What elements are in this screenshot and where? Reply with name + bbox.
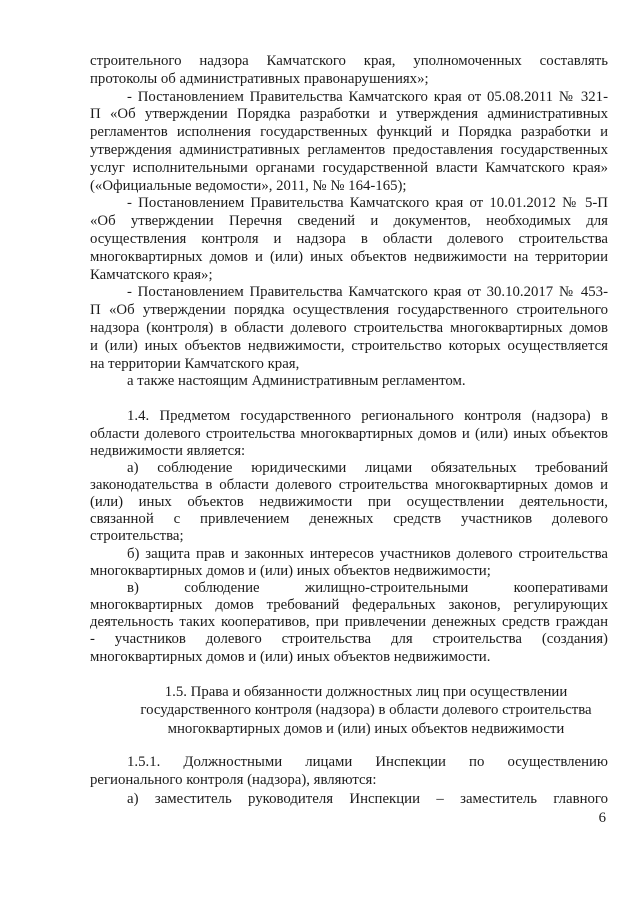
text-line: регламентов исполнения государственных функций и Порядка разработки и <box>90 124 608 141</box>
text-line: связанной с привлечением денежных средств участников долевого <box>90 511 608 528</box>
text-line: - Постановлением Правительства Камчатского края от 10.01.2012 № 5-П <box>127 195 608 212</box>
text-line: - Постановлением Правительства Камчатского края от 05.08.2011 № 321- <box>127 88 608 105</box>
paragraph-section-1-5-item-a <box>90 790 608 809</box>
text-line: (или) иных объектов недвижимости при осуществлении деятельности, <box>90 494 608 511</box>
text-line: и (или) иных объектов недвижимости, строительство которых осуществляется <box>90 337 608 354</box>
heading-line: 1.5. Права и обязанности должностных лиц при осуществлении <box>164 683 568 700</box>
paragraph-section-1-4-item-b <box>90 546 608 580</box>
text-line: утверждения административных регламентов предоставления государственных <box>90 141 608 158</box>
text-line: законодательства в области долевого строительства многоквартирных домов и <box>90 477 608 494</box>
text-line: в) соблюдение жилищно-строительными кооперативами <box>127 579 608 596</box>
text-line: 1.4. Предметом государственного регионального контроля (надзора) в <box>127 408 608 425</box>
paragraph-section-1-4-item-a <box>90 460 608 546</box>
section-heading <box>132 683 600 739</box>
text-line: многоквартирных домов и (или) иных объектов недвижимости; <box>90 562 491 579</box>
text-line: многоквартирных домов и (или) иных объектов недвижимости. <box>90 648 491 665</box>
page-number: 6 <box>598 810 606 826</box>
text-line: строительства; <box>90 528 184 545</box>
paragraph-resolution-2011 <box>90 89 608 196</box>
text-line: («Официальные ведомости», 2011, № № 164-165); <box>90 177 407 194</box>
text-line: области долевого строительства многоквартирных домов и (или) иных объектов <box>90 425 608 442</box>
text-line: услуг исполнительными органами государственной власти Камчатского края» <box>90 159 608 176</box>
text-line: деятельность таких кооперативов, при привлечении денежных средств граждан <box>90 614 608 631</box>
text-line: П «Об утверждении Порядка разработки и утверждения административных <box>90 106 608 123</box>
text-line: а также настоящим Административным регламентом. <box>127 373 466 390</box>
text-line: б) защита прав и законных интересов участников долевого строительства <box>127 545 608 562</box>
text-line: протоколы об административных правонарушениях»; <box>90 70 429 87</box>
text-line: а) заместитель руководителя Инспекции – заместитель главного <box>127 790 608 807</box>
paragraph-closing-line <box>90 373 608 391</box>
paragraph-resolution-2012 <box>90 195 608 284</box>
section-1-4 <box>90 408 608 665</box>
paragraph-intro-continuation <box>90 53 608 89</box>
paragraph-section-1-4-lead <box>90 408 608 459</box>
text-line: - Постановлением Правительства Камчатского края от 30.10.2017 № 453- <box>127 284 608 301</box>
text-line: Камчатского края»; <box>90 266 213 283</box>
text-line: надзора (контроля) в области долевого строительства многоквартирных домов <box>90 319 608 336</box>
heading-line: государственного контроля (надзора) в области долевого строительства <box>140 702 592 719</box>
text-line: - участников долевого строительства для строительства (создания) <box>90 631 608 648</box>
paragraph-resolution-2017 <box>90 284 608 373</box>
section-1-5-1 <box>90 753 608 809</box>
text-line: многоквартирных домов и (или) иных объектов недвижимости на территории <box>90 248 608 265</box>
text-line: регионального контроля (надзора), являются: <box>90 772 377 789</box>
text-line: осуществления контроля и надзора в области долевого строительства <box>90 230 608 247</box>
text-line: строительного надзора Камчатского края, уполномоченных составлять <box>90 53 608 69</box>
text-line: многоквартирных домов требований федеральных законов, регулирующих <box>90 597 608 614</box>
text-line: на территории Камчатского края, <box>90 355 300 372</box>
paragraph-subsection-1-5-1 <box>90 753 608 790</box>
text-line: а) соблюдение юридическими лицами обязательных требований <box>127 459 608 476</box>
text-line: «Об утверждении Перечня сведений и документов, необходимых для <box>90 213 608 230</box>
paragraph-section-1-4-item-c <box>90 580 608 666</box>
text-line: недвижимости является: <box>90 442 246 459</box>
heading-line: многоквартирных домов и (или) иных объектов недвижимости <box>167 720 565 737</box>
text-line: П «Об утверждении порядка осуществления государственного строительного <box>90 302 608 319</box>
legal-acts-list <box>90 53 608 391</box>
text-line: 1.5.1. Должностными лицами Инспекции по осуществлению <box>127 753 608 770</box>
